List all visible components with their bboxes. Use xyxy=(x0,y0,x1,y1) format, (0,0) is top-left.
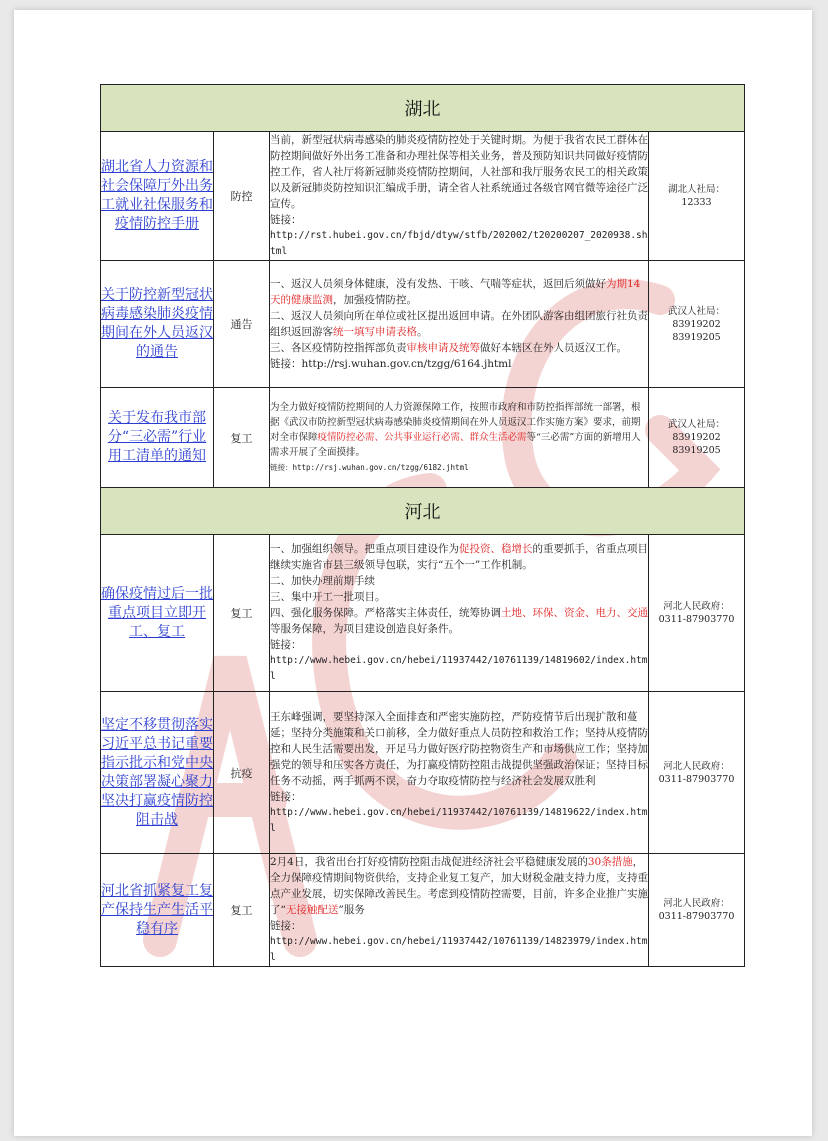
body-text: 二、返汉人员须向所在单位或社区提出返回申请。在外团队游客由组团旅行社负责组织返回游客 xyxy=(270,310,648,338)
body-text: 做好本辖区在外人员返汉工作。 xyxy=(480,342,627,354)
contact-cell xyxy=(649,854,745,967)
body-text: 的重要抓手，省重点项目继续实施省市县三级领导包联，实行“五个一”工作机制。 xyxy=(270,543,648,571)
region-header-row xyxy=(101,85,745,132)
title-cell xyxy=(101,854,214,967)
body-text: 四、强化服务保障。严格落实主体责任，统筹协调 xyxy=(270,607,501,619)
source-url[interactable]: http://www.hebei.gov.cn/hebei/11937442/10761139/14823979/index.html xyxy=(270,936,648,963)
contact-org: 河北人民政府： xyxy=(663,760,730,772)
contact-cell xyxy=(649,261,745,388)
body-text: ，加强疫情防控。 xyxy=(333,294,417,306)
body-text: 链接： xyxy=(270,214,302,226)
category-cell: 复工 xyxy=(214,388,270,488)
content-paragraph xyxy=(270,308,648,340)
body-text: 2月4日，我省出台打好疫情防控阻击战促进经济社会平稳健康发展的 xyxy=(270,856,588,868)
region-header-row xyxy=(101,488,745,535)
body-text: ，全力保障疫情期间物资供给，支持企业复工复产，加大财税金融支持力度，支持重点产业发展，切实保障改善民生。考虑到疫情防控需要，目前，许多企业推广实施了“ xyxy=(270,856,648,916)
contact-org: 河北人民政府： xyxy=(663,898,730,909)
category-cell: 复工 xyxy=(214,535,270,692)
body-text: 等“三必需”方面的新增用人需求开展了全面摸排。 xyxy=(270,431,641,458)
category-cell: 通告 xyxy=(214,261,270,388)
content-paragraph xyxy=(270,637,648,653)
highlighted-text: 疫情防控必需、公共事业运行必需、群众生活必需 xyxy=(317,431,527,443)
contact-phone: 83919202 xyxy=(672,432,721,443)
contact-phone: 0311-87903770 xyxy=(658,911,735,922)
contact-phone: 12333 xyxy=(681,197,712,208)
content-cell xyxy=(270,854,649,967)
content-paragraph xyxy=(270,276,648,308)
body-text: 等服务保障，为项目建设创造良好条件。 xyxy=(270,623,459,635)
content-paragraph xyxy=(270,854,648,918)
contact-cell xyxy=(649,388,745,488)
policy-table xyxy=(100,84,745,967)
source-url[interactable]: http://www.hebei.gov.cn/hebei/11937442/10761139/14819602/index.html xyxy=(270,655,648,682)
highlighted-text: 土地、环保、资金、电力、交通 xyxy=(501,607,648,619)
region-title: 湖北 xyxy=(101,85,745,132)
region-title: 河北 xyxy=(101,488,745,535)
content-paragraph xyxy=(270,132,648,212)
content-paragraph xyxy=(270,605,648,637)
contact-phone: 83919205 xyxy=(672,445,721,456)
content-cell xyxy=(270,535,649,692)
content-paragraph xyxy=(270,573,648,589)
category-cell: 防控 xyxy=(214,132,270,261)
content-paragraph xyxy=(270,709,648,789)
content-cell xyxy=(270,132,649,261)
source-url[interactable]: http://rst.hubei.gov.cn/fbjd/dtyw/stfb/202002/t20200207_2020938.shtml xyxy=(270,230,648,257)
body-text: 。 xyxy=(417,326,428,338)
contact-phone: 83919202 xyxy=(672,318,721,330)
highlighted-text: 无接触配送 xyxy=(285,904,339,916)
body-text: 二、加快办理前期手续 xyxy=(270,575,375,587)
title-cell xyxy=(101,261,214,388)
content-paragraph xyxy=(270,356,648,372)
title-cell xyxy=(101,132,214,261)
body-text: 三、各区疫情防控指挥部负责 xyxy=(270,342,407,354)
content-paragraph xyxy=(270,212,648,228)
policy-title-link[interactable]: 确保疫情过后一批重点项目立即开工、复工 xyxy=(101,585,213,640)
highlighted-text: 促投资、稳增长 xyxy=(459,543,533,555)
title-cell xyxy=(101,388,214,488)
contact-org: 湖北人社局： xyxy=(667,184,725,195)
content-paragraph xyxy=(270,400,648,460)
policy-title-link[interactable]: 关于防控新型冠状病毒感染肺炎疫情期间在外人员返汉的通告 xyxy=(101,287,213,360)
highlighted-text: 统一填写申请表格 xyxy=(333,326,417,338)
body-text: 为全力做好疫情防控期间的人力资源保障工作，按照市政府和市防控指挥部统一部署，根据《武汉市防控新型冠状病毒感染肺炎疫情期间在外人员返汉工作实施方案》要求，前期对全市保障 xyxy=(270,401,641,443)
table-row xyxy=(101,854,745,967)
body-text: 王东峰强调，要坚持深入全面排查和严密实施防控，严防疫情节后出现扩散和蔓延；坚持分类施策和关口前移，全力做好重点人员防控和救治工作；坚持从疫情防控和人民生活需要出发，开足马力做好医疗防控物资生产和市场供应工作；坚持加强党的领导和压实各方责任，为打赢疫情防控阻击战提供坚强政治保证；坚持目标任务不动摇，两手抓两不误，奋力夺取疫情防控与经济社会发展双胜利 xyxy=(270,710,648,787)
title-cell xyxy=(101,692,214,854)
category-cell: 抗疫 xyxy=(214,692,270,854)
table-row xyxy=(101,535,745,692)
content-paragraph xyxy=(270,340,648,356)
highlighted-text: 审核申请及统筹 xyxy=(406,342,480,354)
policy-title-link[interactable]: 湖北省人力资源和社会保障厅外出务工就业社保服务和疫情防控手册 xyxy=(101,159,213,232)
content-cell xyxy=(270,388,649,488)
content-paragraph xyxy=(270,789,648,805)
contact-phone: 83919205 xyxy=(672,331,721,343)
table-row xyxy=(101,388,745,488)
body-text: 一、返汉人员须身体健康，没有发热、干咳、气喘等症状，返回后须做好 xyxy=(270,278,606,290)
content-cell xyxy=(270,692,649,854)
body-text: 链接：http://rsj.wuhan.gov.cn/tzgg/6164.jhtml xyxy=(270,358,512,370)
highlighted-text: 30条措施 xyxy=(587,856,633,868)
source-url[interactable]: http://www.hebei.gov.cn/hebei/11937442/10761139/14819622/index.html xyxy=(270,806,648,834)
contact-org: 河北人民政府： xyxy=(663,601,730,612)
contact-cell xyxy=(649,692,745,854)
body-text: 当前，新型冠状病毒感染的肺炎疫情防控处于关键时期。为便于我省农民工群体在防控期间做好外出务工准备和办理社保等相关业务，普及预防知识共同做好疫情防控工作，省人社厅将新冠肺炎疫情防控期间，人社部和我厅服务农民工的相关政策以及新冠肺炎防控知识汇编成手册，请全省人社系统通过各级官网官微等途径广泛宣传。 xyxy=(270,134,648,210)
body-text: 链接： xyxy=(270,639,302,651)
contact-phone: 0311-87903770 xyxy=(658,614,735,625)
body-text: ”服务 xyxy=(338,904,365,916)
policy-title-link[interactable]: 坚定不移贯彻落实习近平总书记重要指示批示和党中央决策部署凝心聚力坚决打赢疫情防控阻击战 xyxy=(101,716,213,828)
body-text: 链接： xyxy=(270,920,302,932)
category-cell: 复工 xyxy=(214,854,270,967)
policy-title-link[interactable]: 关于发布我市部分“三必需”行业用工清单的通知 xyxy=(107,410,207,464)
content-paragraph xyxy=(270,918,648,934)
content-paragraph xyxy=(270,541,648,573)
body-text: 一、加强组织领导。把重点项目建设作为 xyxy=(270,543,459,555)
content-paragraph xyxy=(270,589,648,605)
policy-title-link[interactable]: 河北省抓紧复工复产保持生产生活平稳有序 xyxy=(101,882,213,937)
source-url[interactable]: 链接：http://rsj.wuhan.gov.cn/tzgg/6182.jhtml xyxy=(270,462,469,472)
content-cell xyxy=(270,261,649,388)
table-row xyxy=(101,132,745,261)
contact-cell xyxy=(649,535,745,692)
body-text: 链接： xyxy=(270,790,302,803)
contact-phone: 0311-87903770 xyxy=(658,773,735,785)
title-cell xyxy=(101,535,214,692)
body-text: 三、集中开工一批项目。 xyxy=(270,591,386,603)
contact-org: 武汉人社局： xyxy=(667,419,725,430)
table-row xyxy=(101,261,745,388)
contact-cell xyxy=(649,132,745,261)
table-row xyxy=(101,692,745,854)
highlighted-text: 为期14天的健康监测 xyxy=(270,278,641,306)
contact-org: 武汉人社局： xyxy=(667,305,725,317)
